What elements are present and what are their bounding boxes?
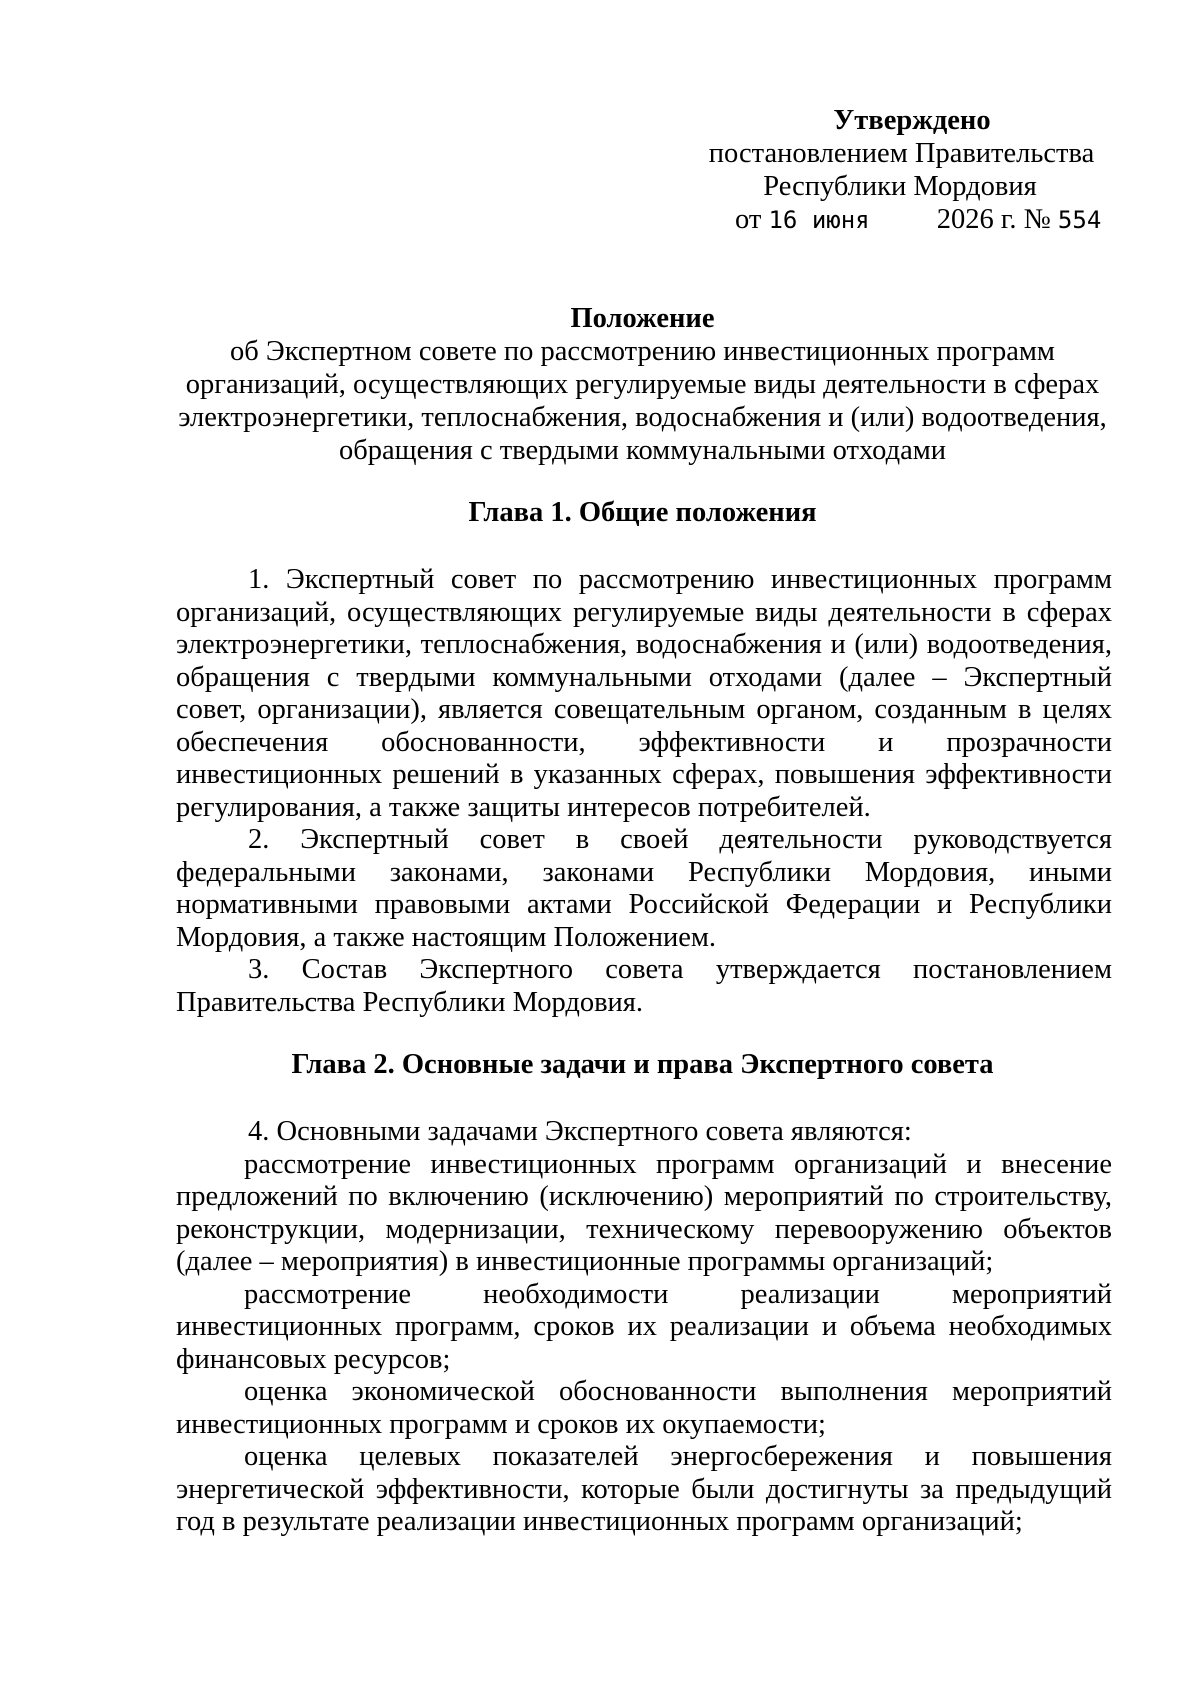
approval-year: 2026 г. № [936, 204, 1051, 235]
document-title: Положение [570, 303, 715, 334]
paragraph: оценка целевых показателей энергосбережения и повышения энергетической эффективности, которые были достигнуты за предыдущий год в результате реализации инвестиционных программ организаций; [176, 1441, 1112, 1537]
document-subtitle-line: организаций, осуществляющих регулируемые виды деятельности в сферах [185, 369, 1100, 400]
paragraph: оценка экономической обоснованности выполнения мероприятий инвестиционных программ и сроков их окупаемости; [176, 1376, 1112, 1440]
document-title-block [175, 302, 1110, 467]
paragraph: 3. Состав Экспертного совета утверждается постановлением Правительства Республики Мордовия. [176, 954, 1112, 1018]
paragraph: рассмотрение необходимости реализации мероприятий инвестиционных программ, сроков их реализации и объема необходимых финансовых ресурсов; [176, 1278, 1112, 1375]
paragraph: рассмотрение инвестиционных программ организаций и внесение предложений по включению (исключению) мероприятий по строительству, реконструкции, модернизации, техническому перевооружению объектов (далее – мероприятия) в инвестиционные программы организаций; [176, 1148, 1112, 1277]
chapter-1-body [176, 564, 1112, 1019]
document-subtitle-line: обращения с твердыми коммунальными отходами [338, 435, 947, 466]
paragraph: 2. Экспертный совет в своей деятельности руководствуется федеральными законами, законами Республики Мордовия, иными нормативными правовыми актами Российской Федерации и Республики Мордовия, а также настоящим Положением. [176, 824, 1112, 953]
approval-line-2: Республики Мордовия [763, 171, 1037, 202]
approval-line-1: постановлением Правительства [708, 138, 1095, 169]
approval-date-value: 16 июня [768, 206, 870, 234]
chapter-1-heading: Глава 1. Общие положения [468, 497, 817, 528]
paragraph: 4. Основными задачами Экспертного совета являются: [248, 1116, 912, 1147]
approval-stamp [680, 104, 1120, 237]
approval-date-line [680, 203, 1120, 237]
chapter-2-heading: Глава 2. Основные задачи и права Экспертного совета [291, 1049, 994, 1080]
approval-title: Утверждено [833, 105, 991, 136]
approval-number: 554 [1057, 206, 1102, 234]
chapter-2-body [176, 1116, 1112, 1539]
document-subtitle-line: электроэнергетики, теплоснабжения, водоснабжения и (или) водоотведения, [178, 402, 1107, 433]
document-subtitle-line: об Экспертном совете по рассмотрению инвестиционных программ [230, 336, 1055, 367]
approval-date-prefix: от [735, 204, 762, 235]
paragraph: 1. Экспертный совет по рассмотрению инвестиционных программ организаций, осуществляющих регулируемые виды деятельности в сферах электроэнергетики, теплоснабжения, водоснабжения и (или) водоотведения, обращения с твердыми коммунальными отходами (далее – Экспертный совет, организации), является совещательным органом, созданным в целях обеспечения обоснованности, эффективности и прозрачности инвестиционных решений в указанных сферах, повышения эффективности регулирования, а также защиты интересов потребителей. [176, 564, 1112, 823]
